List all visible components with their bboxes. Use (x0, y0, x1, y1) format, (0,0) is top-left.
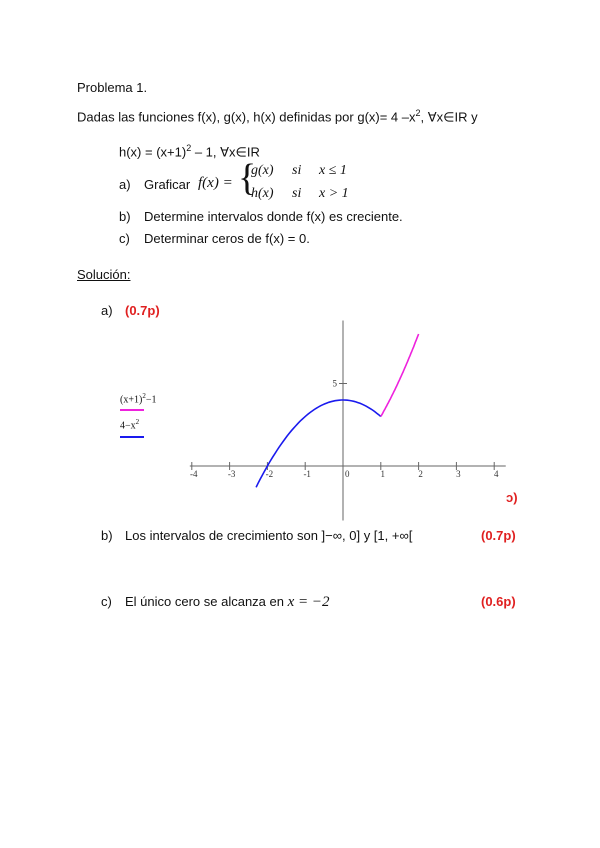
x-tick-label: 0 (345, 469, 350, 479)
plot-curves (256, 334, 419, 487)
x-tick-label: 2 (418, 469, 423, 479)
h-def-exp: 2 (186, 143, 192, 153)
h-def-suffix: – 1, ∀x∈IR (191, 144, 260, 160)
part-b-points: (0.7p) (481, 528, 516, 543)
part-c-math: x = −2 (287, 594, 330, 610)
series-line-g (256, 400, 381, 487)
case1-si: si (292, 163, 302, 178)
case2-cond: x > 1 (319, 186, 349, 201)
statement-prefix: Dadas las funciones f(x), g(x), h(x) definidas por g(x)= 4 –x (77, 109, 416, 125)
part-a-marker: a) (101, 303, 113, 318)
x-tick-label: 4 (493, 469, 499, 479)
item-b-marker: b) (119, 209, 131, 224)
legend-h-tail: −1 (145, 394, 157, 406)
legend-g-base: 4−x (120, 420, 136, 432)
statement-suffix: , ∀x∈IR y (420, 109, 478, 125)
legend-g-exp: 2 (135, 418, 140, 426)
case1-cond: x ≤ 1 (319, 163, 347, 178)
clipped-points-label: ɔ) (506, 490, 518, 505)
item-b-text: Determine intervalos donde f(x) es creciente. (144, 209, 403, 224)
case1-fn: g(x) (251, 163, 274, 178)
x-tick-label: -1 (303, 469, 311, 479)
x-tick-label: -3 (227, 469, 236, 479)
plot-ticks (190, 379, 499, 480)
y-tick-label: 5 (332, 378, 337, 389)
x-tick-label: -2 (265, 469, 274, 479)
problem-title: Problema 1. (77, 80, 148, 95)
part-c-prefix: El único cero se alcanza en (125, 594, 288, 609)
legend-h-base: (x+1) (120, 394, 143, 406)
case2-fn: h(x) (251, 186, 274, 201)
piecewise-fx: f(x) = (198, 175, 233, 191)
part-b-marker: b) (101, 528, 113, 543)
case2-si: si (292, 186, 302, 201)
x-tick-label: -4 (190, 469, 198, 479)
solution-heading: Solución: (77, 267, 131, 282)
plot-axes (190, 321, 506, 521)
piecewise-brace: { (238, 157, 257, 199)
x-tick-label: 3 (456, 469, 461, 479)
part-c-marker: c) (101, 594, 112, 609)
item-a-text: Graficar (144, 177, 191, 192)
x-tick-label: 1 (380, 469, 386, 479)
part-a-points: (0.7p) (125, 303, 160, 318)
h-def-prefix: h(x) = (x+1) (119, 144, 187, 160)
statement-exp: 2 (415, 108, 421, 118)
series-line-h (381, 334, 419, 417)
item-a-marker: a) (119, 177, 131, 192)
part-b-text: Los intervalos de crecimiento son ]−∞, 0] y [1, +∞[ (125, 528, 413, 543)
part-c-points: (0.6p) (481, 594, 516, 609)
part-c-text (125, 594, 330, 611)
legend-h-exp: 2 (142, 392, 146, 400)
item-c-text: Determinar ceros de f(x) = 0. (144, 231, 310, 246)
item-c-marker: c) (119, 231, 130, 246)
